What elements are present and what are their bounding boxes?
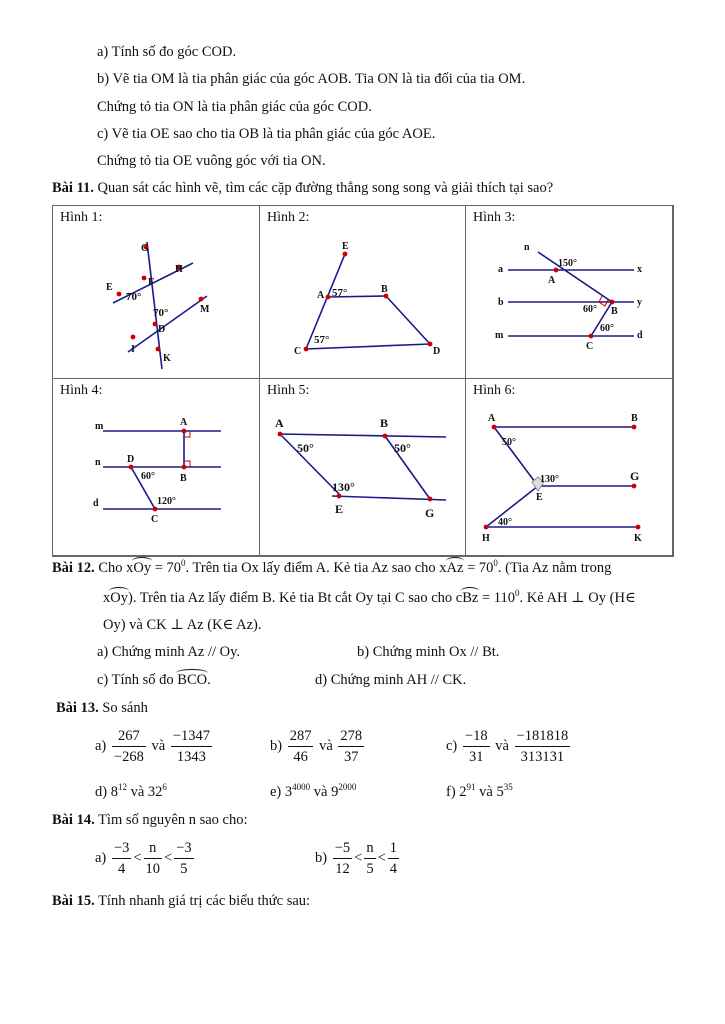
text-run: và [151, 737, 166, 754]
figure-cell-5 [260, 379, 466, 556]
fraction: $\frac{287}{46}$ [289, 728, 312, 765]
text-run: c) Tính số đo [97, 672, 178, 688]
point-label: K [634, 533, 642, 544]
point-label: C [151, 514, 159, 525]
point-label: G [630, 469, 640, 483]
text-run: = 70 [463, 560, 494, 576]
text-run: Cho x [98, 560, 134, 576]
text-line: Chứng tỏ tia OE vuông góc với tia ON. [97, 153, 326, 169]
compare-a [95, 726, 214, 767]
subquestion-a: a) Chứng minh Az // Oy. [97, 644, 241, 660]
text-line: b) Vẽ tia OM là tia phân giác của góc AOB. Tia ON là tia đối của tia OM. [97, 71, 526, 87]
point-label: A [548, 275, 556, 286]
point-label: B [380, 416, 389, 430]
point-label: d [93, 498, 99, 509]
point-label: B [180, 473, 187, 484]
point-label: E [536, 492, 543, 503]
point-label: H [175, 264, 183, 275]
point-label: n [95, 457, 101, 468]
text-line: Oy) và CK ⊥ Az (K∈ Az). [103, 617, 262, 633]
exercise-title: Bài 15. [52, 893, 95, 909]
point-label: B [611, 306, 618, 317]
exercise-12 [52, 560, 611, 577]
exercise-title: Bài 14. [52, 812, 95, 828]
label: a) [95, 737, 107, 754]
text-line: a) Tính số đo góc COD. [97, 44, 237, 60]
point-label: A [275, 416, 284, 430]
point-label: B [631, 413, 638, 424]
figure-4 [53, 379, 260, 556]
figure-cell-6 [466, 379, 673, 556]
text-line: c) Vẽ tia OE sao cho tia OB là tia phân giác của góc AOE. [97, 126, 436, 142]
inequality-b: b) $\frac{-5}{12}$ < $\frac{n}{5}$ < $\frac{1}{4}$ [315, 840, 398, 877]
degree-sup: 0 [181, 558, 186, 569]
text-run: = 70 [151, 560, 182, 576]
compare-c [446, 726, 572, 767]
point-label: C [294, 346, 302, 357]
angle-label: 130° [540, 474, 559, 485]
angle-label: 70° [153, 307, 169, 319]
text-run: . [207, 672, 211, 688]
angle-label: 50° [297, 441, 314, 455]
figure-caption: Hình 4: [60, 383, 103, 398]
angle-label: 57° [332, 287, 348, 299]
exercise-11 [52, 180, 553, 197]
fraction: $\frac{-18}{31}$ [464, 728, 488, 765]
figure-caption: Hình 3: [473, 210, 516, 225]
point-label: H [482, 533, 490, 544]
exercise-title: Bài 12. [52, 560, 95, 576]
exercise-text: Tìm số nguyên n sao cho: [98, 812, 248, 828]
figure-caption: Hình 1: [60, 210, 103, 225]
text-line: Chứng tỏ tia ON là tia phân giác của góc COD. [97, 99, 372, 115]
text-line [103, 590, 636, 607]
point-label: b [498, 297, 504, 308]
point-label: E [106, 282, 113, 293]
exercise-text: Quan sát các hình vẽ, tìm các cặp đường thẳng song song và giải thích tại sao? [97, 180, 554, 196]
angle-notation: Oy [110, 590, 128, 606]
point-label: D [433, 346, 441, 357]
figure-3 [466, 206, 673, 379]
exercise-title: Bài 13. [56, 700, 99, 716]
figure-grid [52, 205, 674, 557]
angle-label: 150° [558, 258, 577, 269]
subquestion-b: b) Chứng minh Ox // Bt. [357, 644, 500, 660]
figure-cell-3 [466, 206, 673, 379]
angle-label: 40° [498, 517, 512, 528]
angle-notation: Bz [462, 590, 479, 606]
figure-1 [53, 206, 260, 379]
inequality-a: a) $\frac{-3}{4}$ < $\frac{n}{10}$ < $\frac{-3}{5}$ [95, 840, 192, 877]
point-label: d [637, 330, 643, 341]
point-label: D [127, 454, 135, 465]
point-label: A [180, 417, 188, 428]
point-label: y [637, 297, 642, 308]
figure-cell-1 [53, 206, 260, 379]
angle-label: 50° [502, 437, 516, 448]
angle-label: 130° [332, 480, 355, 494]
angle-label: 70° [126, 291, 142, 303]
exercise-text: Tính nhanh giá trị các biểu thức sau: [98, 893, 311, 909]
figure-6 [466, 379, 673, 556]
compare-e: e) $3^{4000}$ và $9^{2000}$ [270, 782, 357, 800]
label: b) [270, 737, 283, 754]
text-run: . Kẻ AH ⊥ Oy (H∈ [519, 590, 636, 606]
figure-cell-2 [260, 206, 466, 379]
angle-label: 50° [394, 441, 411, 455]
point-label: m [95, 421, 104, 432]
figure-5 [260, 379, 466, 556]
fraction: $\frac{267}{-268}$ [113, 728, 144, 765]
point-label: B [381, 284, 388, 295]
point-label: G [141, 243, 149, 254]
exercise-14 [52, 812, 248, 829]
point-label: F [148, 277, 155, 288]
figure-cell-4 [53, 379, 260, 556]
text-run: x [103, 590, 111, 606]
angle-label: 60° [600, 323, 614, 334]
exercise-text: So sánh [102, 700, 148, 716]
point-label: K [163, 353, 171, 364]
label: c) [446, 737, 458, 754]
point-label: E [335, 502, 344, 516]
degree-sup: 0 [493, 558, 498, 569]
angle-label: 60° [583, 304, 597, 315]
text-run: và [495, 737, 509, 754]
exercise-13 [56, 700, 148, 717]
angle-notation: Az [446, 560, 464, 576]
point-label: G [425, 506, 435, 520]
fraction: $\frac{278}{37}$ [340, 728, 363, 765]
text-run: . Trên tia Ox lấy điểm A. Kẻ tia Az sao cho x [185, 560, 447, 576]
compare-d: d) $8^{12}$ và $32^6$ [95, 782, 167, 800]
angle-notation: BCO [177, 672, 208, 688]
point-label: x [637, 264, 642, 275]
text-run: ). Trên tia Az lấy điểm B. Kẻ tia Bt cắt Oy tại C sao cho c [127, 590, 463, 606]
subquestion-c [97, 672, 211, 689]
exercise-title: Bài 11. [52, 180, 94, 196]
fraction: $\frac{-181818}{313131}$ [516, 728, 569, 765]
point-label: E [342, 241, 349, 252]
angle-label: 60° [141, 471, 155, 482]
figure-caption: Hình 2: [267, 210, 310, 225]
fraction: $\frac{-1347}{1343}$ [172, 728, 210, 765]
point-label: I [131, 344, 135, 355]
figure-2 [260, 206, 466, 379]
text-run: = 110 [478, 590, 515, 606]
angle-label: 57° [314, 334, 330, 346]
figure-caption: Hình 5: [267, 383, 310, 398]
point-label: C [586, 341, 594, 352]
subquestion-d: d) Chứng minh AH // CK. [315, 672, 467, 688]
point-label: A [317, 290, 325, 301]
text-run: . (Tia Az nằm trong [497, 560, 612, 576]
point-label: n [524, 242, 530, 253]
point-label: a [498, 264, 503, 275]
figure-caption: Hình 6: [473, 383, 516, 398]
angle-label: 120° [157, 496, 176, 507]
angle-notation: Oy [133, 560, 152, 576]
degree-sup: 0 [514, 588, 520, 599]
compare-f: f) $2^{91}$ và $5^{35}$ [446, 782, 513, 800]
point-label: D [158, 324, 166, 335]
point-label: A [488, 413, 496, 424]
exercise-15 [52, 893, 310, 910]
point-label: m [495, 330, 504, 341]
text-run: và [319, 737, 333, 754]
compare-b [270, 726, 366, 767]
point-label: M [200, 304, 210, 315]
